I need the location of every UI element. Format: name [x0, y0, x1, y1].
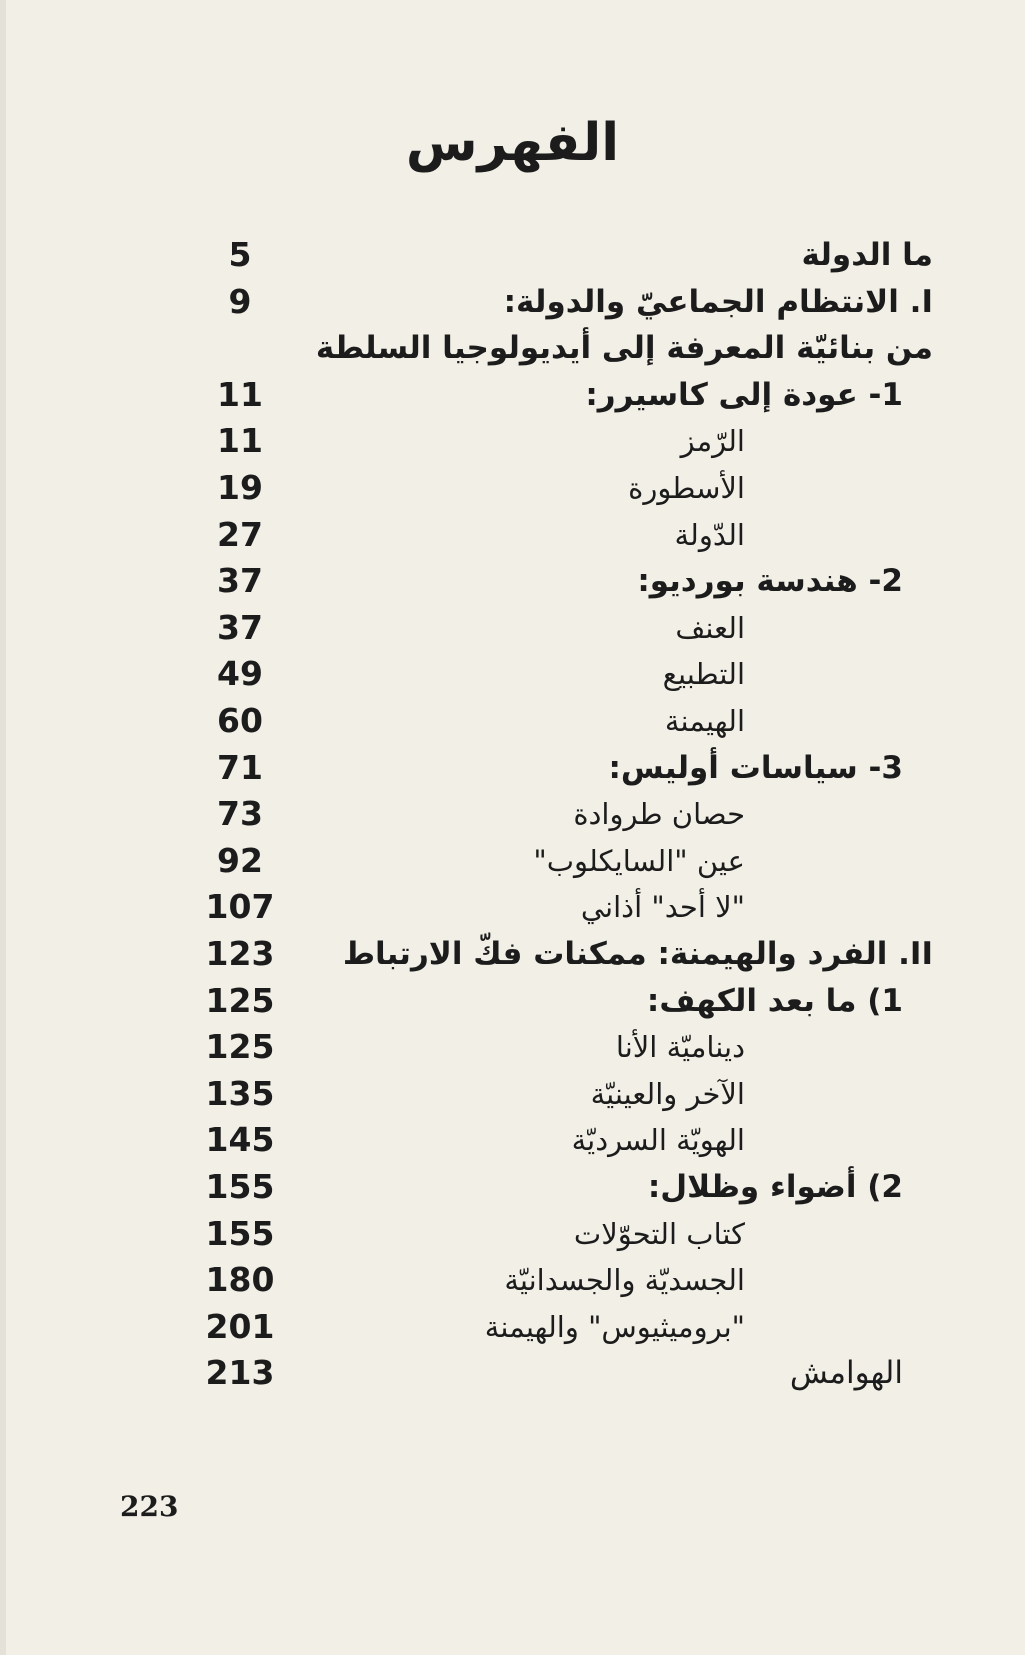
toc-entry	[0, 1071, 1025, 1117]
toc-entry-title: 2) أضواء وظلال:	[647, 1169, 903, 1205]
toc-entry	[0, 1024, 1025, 1070]
toc-entry-title: الهوامش	[789, 1355, 903, 1392]
toc-entry-title: التطبيع	[662, 657, 745, 692]
page-number: 223	[120, 1490, 179, 1523]
toc-entry-page: 11	[217, 374, 263, 414]
toc-entry-page: 180	[205, 1260, 275, 1300]
toc-entry	[0, 465, 1025, 511]
toc-entry-title: I. الانتظام الجماعيّ والدولة:	[503, 283, 933, 320]
toc-entry-page: 155	[205, 1167, 275, 1206]
toc-entry-title: ما الدولة	[801, 237, 933, 273]
toc-entry	[0, 1164, 1025, 1210]
toc-entry-page: 60	[217, 701, 263, 740]
toc-entry	[0, 372, 1025, 418]
toc-entry-page: 71	[217, 747, 263, 787]
toc-entry-title: الدّولة	[674, 517, 745, 552]
toc-entry-page: 37	[217, 561, 263, 601]
toc-entry	[0, 698, 1025, 744]
toc-entry	[0, 838, 1025, 884]
toc-entry	[0, 232, 1025, 278]
toc-entry-title: عين "السايكلوب"	[533, 843, 745, 878]
toc-entry-title: 2- هندسة بورديو:	[637, 563, 903, 600]
toc-entry-title: II. الفرد والهيمنة: ممكنات فكّ الارتباط	[342, 936, 933, 972]
toc-entry-page: 5	[228, 235, 252, 274]
toc-entry	[0, 651, 1025, 697]
toc-entry	[0, 931, 1025, 977]
toc-entry	[0, 1304, 1025, 1350]
toc-entry-title: الهيمنة	[664, 704, 745, 738]
toc-entry-title: كتاب التحوّلات	[573, 1216, 745, 1251]
toc-entry-page: 213	[205, 1353, 275, 1393]
toc-entry-page: 9	[228, 281, 252, 321]
toc-entry	[0, 605, 1025, 651]
toc-entry-title: "لا أحد" أذاني	[580, 890, 745, 925]
toc-entry-page: 145	[205, 1120, 275, 1160]
toc-entry	[0, 512, 1025, 558]
toc-entry-title: ديناميّة الأنا	[615, 1030, 745, 1065]
toc-entry-page: 11	[217, 421, 263, 461]
toc-entry	[0, 791, 1025, 837]
toc-entry-page: 49	[217, 654, 263, 694]
toc-entry-page: 19	[217, 468, 263, 507]
toc-entry-title: 1) ما بعد الكهف:	[646, 982, 903, 1019]
toc-entry	[0, 325, 1025, 371]
toc-entry-title: الجسديّة والجسدانيّة	[504, 1263, 745, 1298]
toc-entry-title: العنف	[675, 610, 745, 645]
toc-entry	[0, 1350, 1025, 1396]
toc-entry	[0, 279, 1025, 325]
toc-entry-title: "بروميثيوس" والهيمنة	[484, 1309, 745, 1344]
page-title: الفهرس	[405, 113, 620, 173]
toc-entry-page: 125	[205, 980, 275, 1020]
toc-entry-page: 125	[205, 1027, 275, 1067]
toc-entry	[0, 1257, 1025, 1303]
toc-entry-title: 3- سياسات أوليس:	[608, 749, 903, 786]
toc-entry-page: 27	[217, 514, 263, 554]
toc-entry-title: الآخر والعينيّة	[590, 1076, 745, 1111]
toc-entry-title: من بنائيّة المعرفة إلى أيديولوجيا السلطة	[315, 330, 933, 367]
toc-entry-page: 123	[205, 934, 275, 973]
toc-entry	[0, 418, 1025, 464]
toc-entry	[0, 978, 1025, 1024]
toc-entry-page: 107	[205, 887, 275, 927]
toc-entry-page: 37	[217, 607, 263, 647]
toc-entry	[0, 745, 1025, 791]
toc-entry	[0, 1211, 1025, 1257]
toc-entry	[0, 558, 1025, 604]
toc-entry-page: 135	[205, 1073, 275, 1113]
toc-entry	[0, 884, 1025, 930]
toc-entry-page: 73	[217, 794, 263, 834]
toc-entry-page: 92	[217, 840, 263, 880]
toc-entry	[0, 1117, 1025, 1163]
toc-entry-title: حصان طروادة	[573, 797, 745, 832]
toc-entry-title: الأسطورة	[628, 471, 745, 505]
toc-entry-title: الهويّة السرديّة	[571, 1123, 745, 1158]
toc-entry-page: 201	[205, 1306, 275, 1346]
toc-entry-page: 155	[205, 1213, 275, 1253]
toc-entry-title: الرّمز	[680, 424, 745, 459]
toc-entry-title: 1- عودة إلى كاسيرر:	[585, 376, 903, 413]
